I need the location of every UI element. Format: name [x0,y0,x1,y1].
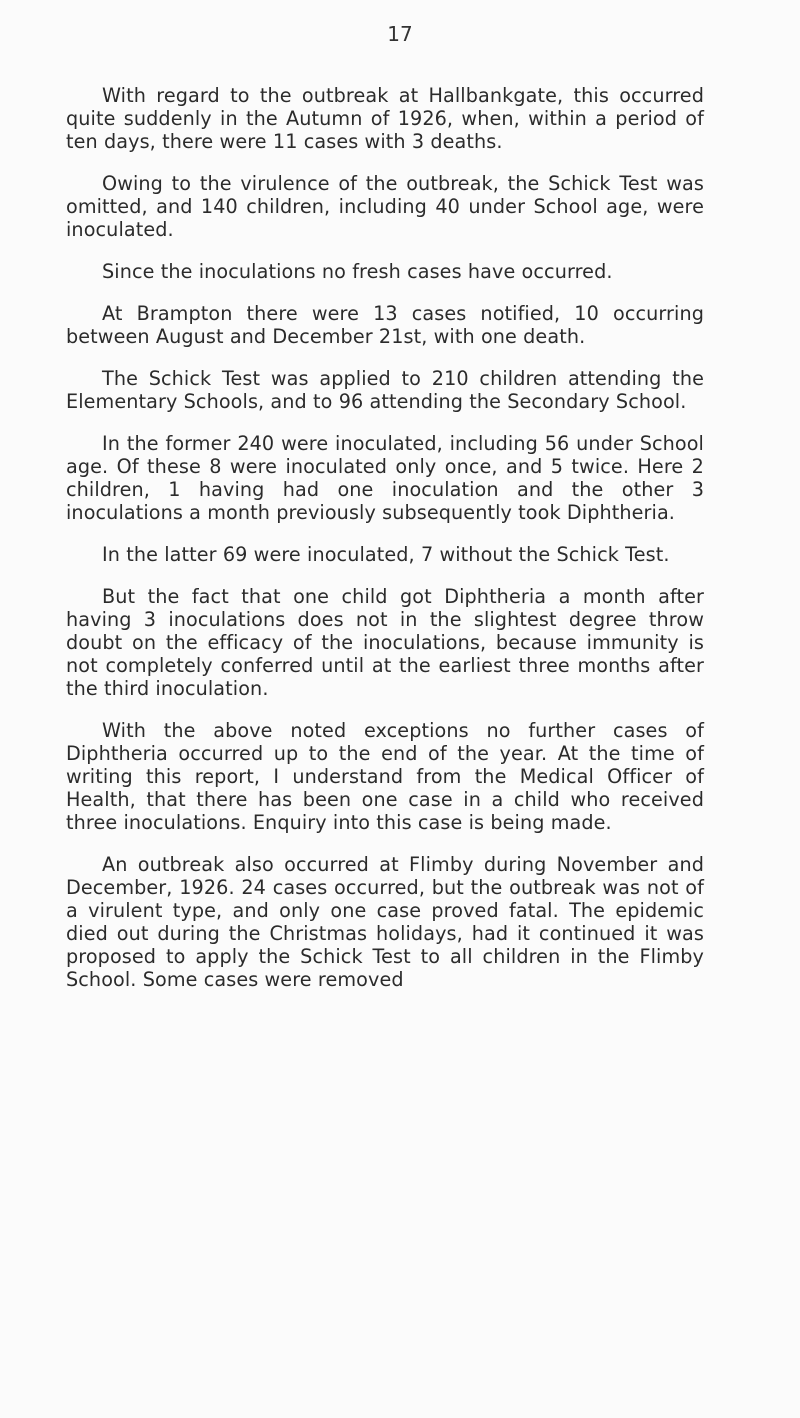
paragraph-latter-inoculated: In the latter 69 were inoculated, 7 without the Schick Test. [102,543,670,566]
page-number: 17 [387,22,413,46]
paragraph-former-inoculated: In the former 240 were inoculated, including 56 under School age. Of these 8 were inoculated only once, and 5 twice. Here 2 children, 1 having had one inoculation and the other 3 inoculations a month previously subsequently took Diphtheria. [66,432,704,524]
paragraph-no-fresh-cases: Since the inoculations no fresh cases have occurred. [102,260,613,283]
report-body [66,84,704,991]
paragraph-schick-test-applied: The Schick Test was applied to 210 children attending the Elementary Schools, and to 96 attending the Secondary School. [66,367,704,413]
paragraph-flimby-outbreak: An outbreak also occurred at Flimby during November and December, 1926. 24 cases occurred, but the outbreak was not of a virulent type, and only one case proved fatal. The epidemic died out during the Christmas holidays, had it continued it was proposed to apply the Schick Test to all children in the Flimby School. Some cases were removed [66,853,704,991]
paragraph-schick-test-omitted: Owing to the virulence of the outbreak, the Schick Test was omitted, and 140 children, including 40 under School age, were inoculated. [66,172,704,241]
paragraph-brampton-cases: At Brampton there were 13 cases notified, 10 occurring between August and December 21st, with one death. [66,302,704,348]
paragraph-efficacy-of-inoculations: But the fact that one child got Diphtheria a month after having 3 inoculations does not in the slightest degree throw doubt on the efficacy of the inoculations, because immunity is not completely conferred until at the earliest three months after the third inoculation. [66,585,704,700]
paragraph-hallbankgate-outbreak: With regard to the outbreak at Hallbankgate, this occurred quite suddenly in the Autumn of 1926, when, within a period of ten days, there were 11 cases with 3 deaths. [66,84,704,153]
paragraph-further-cases: With the above noted exceptions no further cases of Diphtheria occurred up to the end of the year. At the time of writing this report, I understand from the Medical Officer of Health, that there has been one case in a child who received three inoculations. Enquiry into this case is being made. [66,719,704,834]
